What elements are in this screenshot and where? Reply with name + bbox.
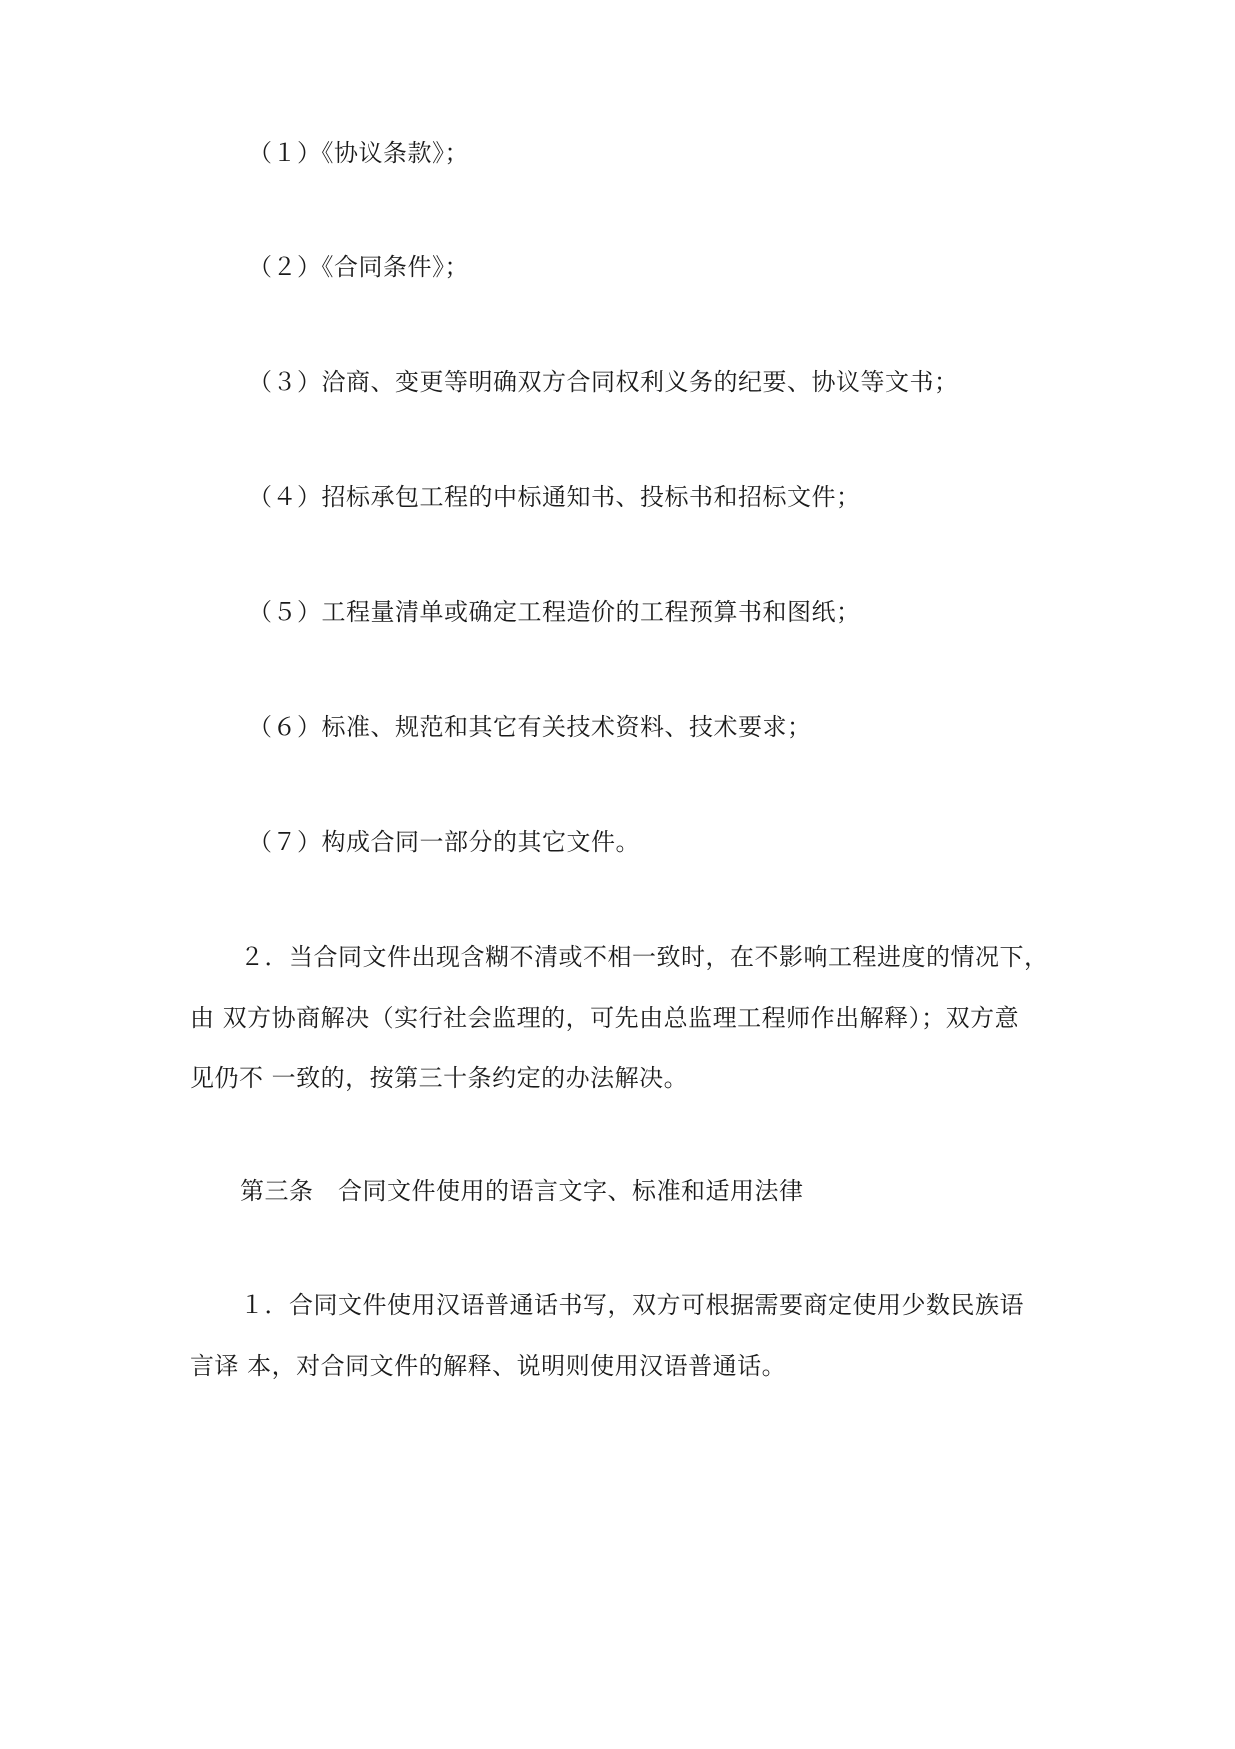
list-item-1: （１）《协议条款》；	[248, 139, 469, 167]
paragraph-2-line-1: ２．当合同文件出现含糊不清或不相一致时，在不影响工程进度的情况下，	[240, 943, 1049, 971]
list-item-2: （２）《合同条件》；	[248, 253, 469, 281]
list-item-3: （３）洽商、变更等明确双方合同权利义务的纪要、协议等文书；	[248, 368, 959, 396]
article-3-heading: 第三条 合同文件使用的语言文字、标准和适用法律	[240, 1177, 804, 1205]
paragraph-2-line-3: 见仍不 一致的，按第三十条约定的办法解决。	[190, 1064, 689, 1092]
list-item-4: （４）招标承包工程的中标通知书、投标书和招标文件；	[248, 483, 861, 511]
paragraph-2-line-2: 由 双方协商解决（实行社会监理的，可先由总监理工程师作出解释）；双方意	[190, 1004, 1020, 1032]
list-item-7: （７）构成合同一部分的其它文件。	[248, 828, 640, 856]
list-item-5: （５）工程量清单或确定工程造价的工程预算书和图纸；	[248, 598, 861, 626]
article-3-clause-1-line-1: １．合同文件使用汉语普通话书写，双方可根据需要商定使用少数民族语	[240, 1291, 1024, 1319]
article-3-clause-1-line-2: 言译 本，对合同文件的解释、说明则使用汉语普通话。	[190, 1352, 787, 1380]
list-item-6: （６）标准、规范和其它有关技术资料、技术要求；	[248, 713, 812, 741]
